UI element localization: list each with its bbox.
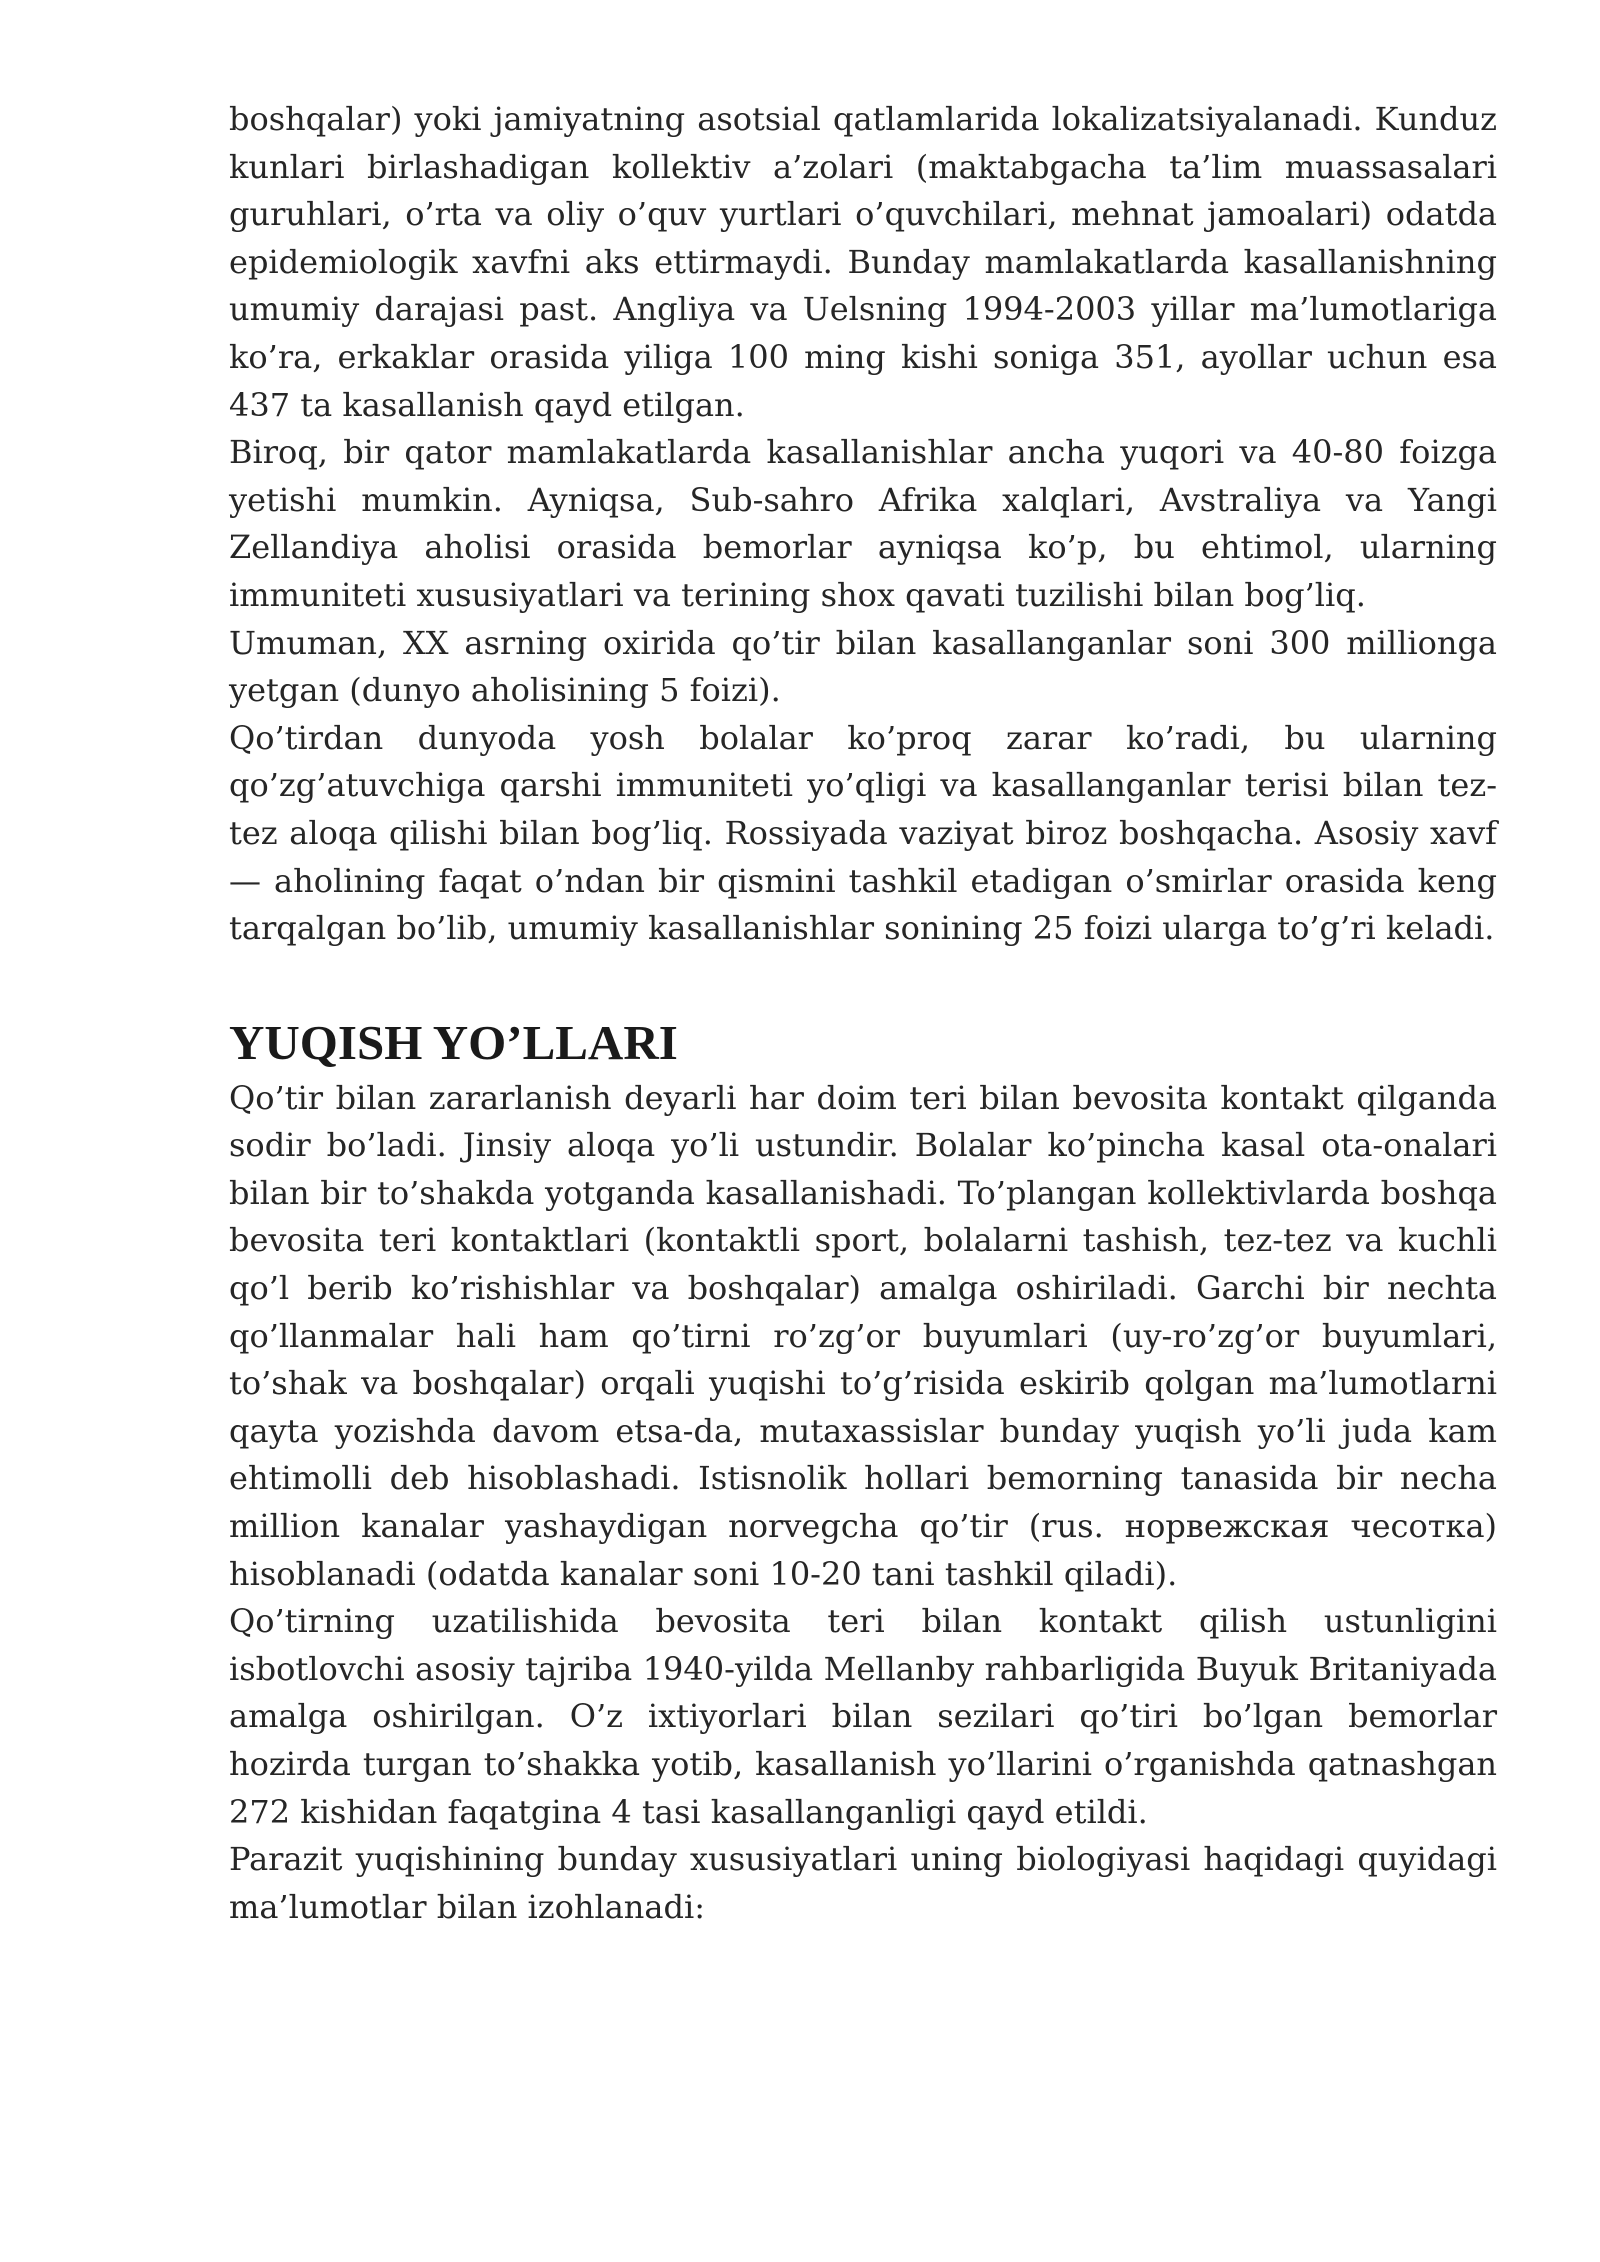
section-epidemiology xyxy=(229,96,1497,953)
paragraph: Parazit yuqishining bunday xususiyatlari uning biologiyasi haqidagi quyidagi ma’lumotlar bilan izohlanadi: xyxy=(229,1840,1497,1926)
paragraph: boshqalar) yoki jamiyatning asotsial qatlamlarida lokalizatsiyalanadi. Kunduz kunlari birlashadigan kollektiv a’zolari (maktabgacha ta’lim muassasalari guruhlari, o’rta va oliy o’quv yurtlari o’quvchilari, mehnat jamoalari) odatda epidemiologik xavfni aks ettirmaydi. Bunday mamlakatlarda kasallanishning umumiy darajasi past. Angliya va Uelsning 1994-2003 yillar ma’lumotlariga ko’ra, erkaklar orasida yiliga 100 ming kishi soniga 351, ayollar uchun esa 437 ta kasallanish qayd etilgan. xyxy=(229,100,1497,424)
document-page xyxy=(229,96,1497,1931)
paragraph: Qo’tirdan dunyoda yosh bolalar ko’proq zarar ko’radi, bu ularning qo’zg’atuvchiga qarshi immuniteti yo’qligi va kasallanganlar terisi bilan tez-tez aloqa qilishi bilan bog’liq. Rossiyada vaziyat biroz boshqacha. Asosiy xavf — aholining faqat o’ndan bir qismini tashkil etadigan o’smirlar orasida keng tarqalgan bo’lib, umumiy kasallanishlar sonining 25 foizi ularga to’g’ri keladi. xyxy=(229,718,1497,948)
paragraph: Qo’tirning uzatilishida bevosita teri bilan kontakt qilish ustunligini isbotlovchi asosiy tajriba 1940-yilda Mellanby rahbarligida Buyuk Britaniyada amalga oshirilgan. O’z ixtiyorlari bilan sezilari qo’tiri bo’lgan bemorlar hozirda turgan to’shakka yotib, kasallanish yo’llarini o’rganishda qatnashgan 272 kishidan faqatgina 4 tasi kasallanganligi qayd etildi. xyxy=(229,1602,1497,1831)
paragraph: Biroq, bir qator mamlakatlarda kasallanishlar ancha yuqori va 40-80 foizga yetishi mumkin. Ayniqsa, Sub-sahro Afrika xalqlari, Avstraliya va Yangi Zellandiya aholisi orasida bemorlar ayniqsa ko’p, bu ehtimol, ularning immuniteti xususiyatlari va terining shox qavati tuzilishi bilan bog’liq. xyxy=(229,433,1497,614)
section-heading: YUQISH YO’LLARI xyxy=(229,1014,678,1070)
section-transmission xyxy=(229,1013,1497,1932)
paragraph: Qo’tir bilan zararlanish deyarli har doim teri bilan bevosita kontakt qilganda sodir bo’ladi. Jinsiy aloqa yo’li ustundir. Bolalar ko’pincha kasal ota-onalari bilan bir to’shakda yotganda kasallanishadi. To’plangan kollektivlarda boshqa bevosita teri kontaktlari (kontaktli sport, bolalarni tashish, tez-tez va kuchli qo’l berib ko’rishishlar va boshqalar) amalga oshiriladi. Garchi bir nechta qo’llanmalar hali ham qo’tirni ro’zg’or buyumlari (uy-ro’zg’or buyumlari, to’shak va boshqalar) orqali yuqishi to’g’risida eskirib qolgan ma’lumotlarni qayta yozishda davom etsa-da, mutaxassislar bunday yuqish yo’li juda kam ehtimolli deb hisoblashadi. Istisnolik hollari bemorning tanasida bir necha million kanalar yashaydigan norvegcha qo’tir (rus. норвежская чесотка) hisoblanadi (odatda kanalar soni 10-20 tani tashkil qiladi). xyxy=(229,1078,1497,1593)
paragraph: Umuman, XX asrning oxirida qo’tir bilan kasallanganlar soni 300 millionga yetgan (dunyo aholisining 5 foizi). xyxy=(229,623,1497,710)
